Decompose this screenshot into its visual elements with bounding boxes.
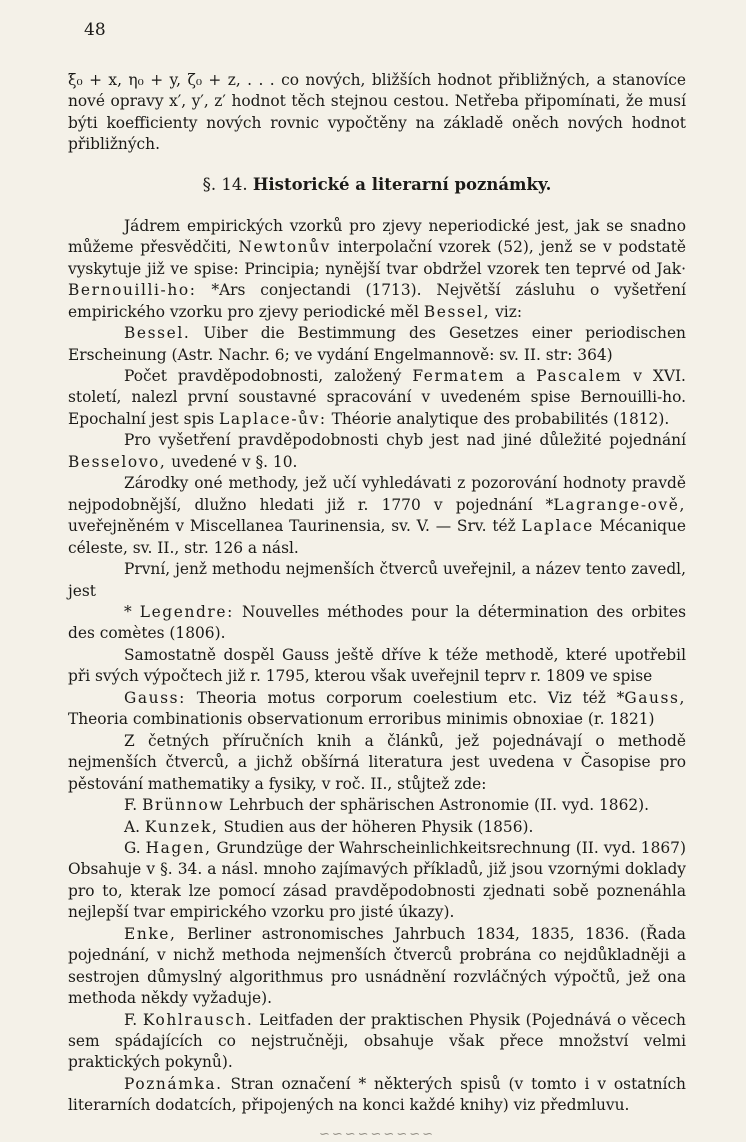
reference-hagen: G. Hagen, Grundzüge der Wahrscheinlichkeitsrechnung (II. vyd. 1867) Obsahuje v §. 34. a násl. mnoho zajímavých příkladů, již jsou vzornými doklady pro to, kterak lze pomocí zásad pravděpodobnosti zjednati sobě poznenáhla nejlepší tvar empirického vzorku pro jisté úkazy). [68,838,686,922]
paragraph-errors: Pro vyšetření pravděpodobnosti chyb jest nad jiné důležité pojednání Besselovo, uvedené v §. 10. [68,431,686,471]
paragraph-handbooks: Z četných příručních knih a článků, jež pojednávají o methodě nejmenších čtverců, a jichž obšírná literatura jest uvedena v Časopise pro pěstování mathematiky a fysiky, v roč. II., stůjtež zde: [68,731,686,793]
paragraph-first-publication: První, jenž methodu nejmenších čtverců uveřejnil, a název tento zavedl, jest [68,560,686,600]
paragraph-gauss: Samostatně dospěl Gauss ještě dříve k téže methodě, které upotřebil při svých výpočtech již r. 1795, kterou však uveřejnil teprv r. 1809 ve spise [68,645,686,686]
author-name: Gauss: [124,688,186,707]
author-name: Lagrange-ově, [553,495,686,514]
paragraph-empirical-formulas: Jádrem empirických vzorků pro zjevy neperiodické jest, jak se snadno můžeme přesvědčiti, Newtonův interpolační vzorek (52), jenž se v podstatě vyskytuje již ve spise: Principia; nynější tvar obdržel vzorek ten teprvé od Jak· Bernouilli-ho: *Ars conjectandi (1713). Největší zásluhu o vyšetření empirického vzorku pro zjevy periodické měl Bessel, viz: [68,216,686,321]
remark-label: Poznámka. [124,1074,223,1093]
reference-bessel: Bessel. Uiber die Bestimmung des Gesetzes einer periodischen Erscheinung (Astr. Nachr. 6; ve vydání Engelmannově: sv. II. str: 364) [68,324,686,364]
reference-gauss: Gauss: Theoria motus corporum coelestium etc. Viz též *Gauss, Theoria combinationis observationum erroribus minimis obnoxiae (r. 1821) [68,688,686,729]
author-name: Laplace-ův: [219,409,327,428]
author-name: Newtonův [238,238,331,257]
author-name: Kunzek, [144,817,219,836]
reference-legendre: * Legendre: Nouvelles méthodes pour la détermination des orbites des comètes (1806). [68,602,686,643]
author-name: Enke, [124,924,177,943]
author-name: Brünnow [142,796,225,815]
section-title: Historické a literarní poznámky. [252,174,552,194]
author-name: Bessel, [423,302,491,321]
author-name: Pascalem [536,366,623,385]
end-ornament: ∽∽∽∽∽∽∽∽∽ [318,1126,436,1142]
author-name: Fermatem [412,366,506,385]
reference-enke: Enke, Berliner astronomisches Jahrbuch 1834, 1835, 1836. (Řada pojednání, v nichž methoda nejmenších čtverců probrána co nejdůkladněji a sestrojen důmyslný algorithmus pro usnádnění rozvláčných výpočtů, jež ona methoda někdy vyžaduje). [68,924,686,1008]
author-name: Besselovo, [68,452,167,471]
author-name: Gauss, [624,688,686,707]
paragraph-probability: Počet pravděpodobnosti, založený Fermatem a Pascalem v XVI. století, nalezl první soustavné spracování v uvedeném spise Bernouilli-ho. Epochalní jest spis Laplace-ův: Théorie analytique des probabilités (1812). [68,366,686,428]
author-name: Bernouilli-ho: [68,281,197,300]
reference-kohlrausch: F. Kohlrausch. Leitfaden der praktischen Physik (Pojednává o věcech sem spádajících co nejstručněji, obsahuje však přece množství velmi praktických pokynů). [68,1010,686,1072]
footnote-remark: Poznámka. Stran označení * některých spisů (v tomto i v ostatních literarních dodatcích, připojených na konci každé knihy) viz předmluvu. [68,1074,686,1115]
reference-kunzek: A. Kunzek, Studien aus der höheren Physik (1856). [124,817,534,836]
author-name: Legendre: [139,602,234,621]
author-name: Kohlrausch. [142,1010,254,1029]
reference-brunnow: F. Brünnow Lehrbuch der sphärischen Astronomie (II. vyd. 1862). [124,796,650,815]
paragraph-origins: Zárodky oné methody, jež učí vyhledávati z pozorování hodnoty pravdě nejpodobnější, dlužno hledati již r. 1770 v pojednání *Lagrange-ově, uveřejněném v Miscellanea Taurinensia, sv. V. — Srv. též Laplace Mécanique céleste, sv. II., str. 126 a násl. [68,474,686,557]
author-name: Laplace [521,517,594,536]
page-number: 48 [84,20,106,40]
author-name: Hagen, [145,838,212,857]
section-heading [68,174,686,196]
author-name: Bessel. [124,324,191,343]
section-number: §. 14. [202,174,248,194]
paragraph-approximations: ξ₀ + x, η₀ + y, ζ₀ + z, . . . co nových, bližších hodnot přibližných, a stanovíce nové opravy x′, y′, z′ hodnot těch stejnou cestou. Netřeba připomínati, že musí býti koefficienty nových rovnic vypočtěny na základě oněch nových hodnot přibližných. [68,71,686,154]
